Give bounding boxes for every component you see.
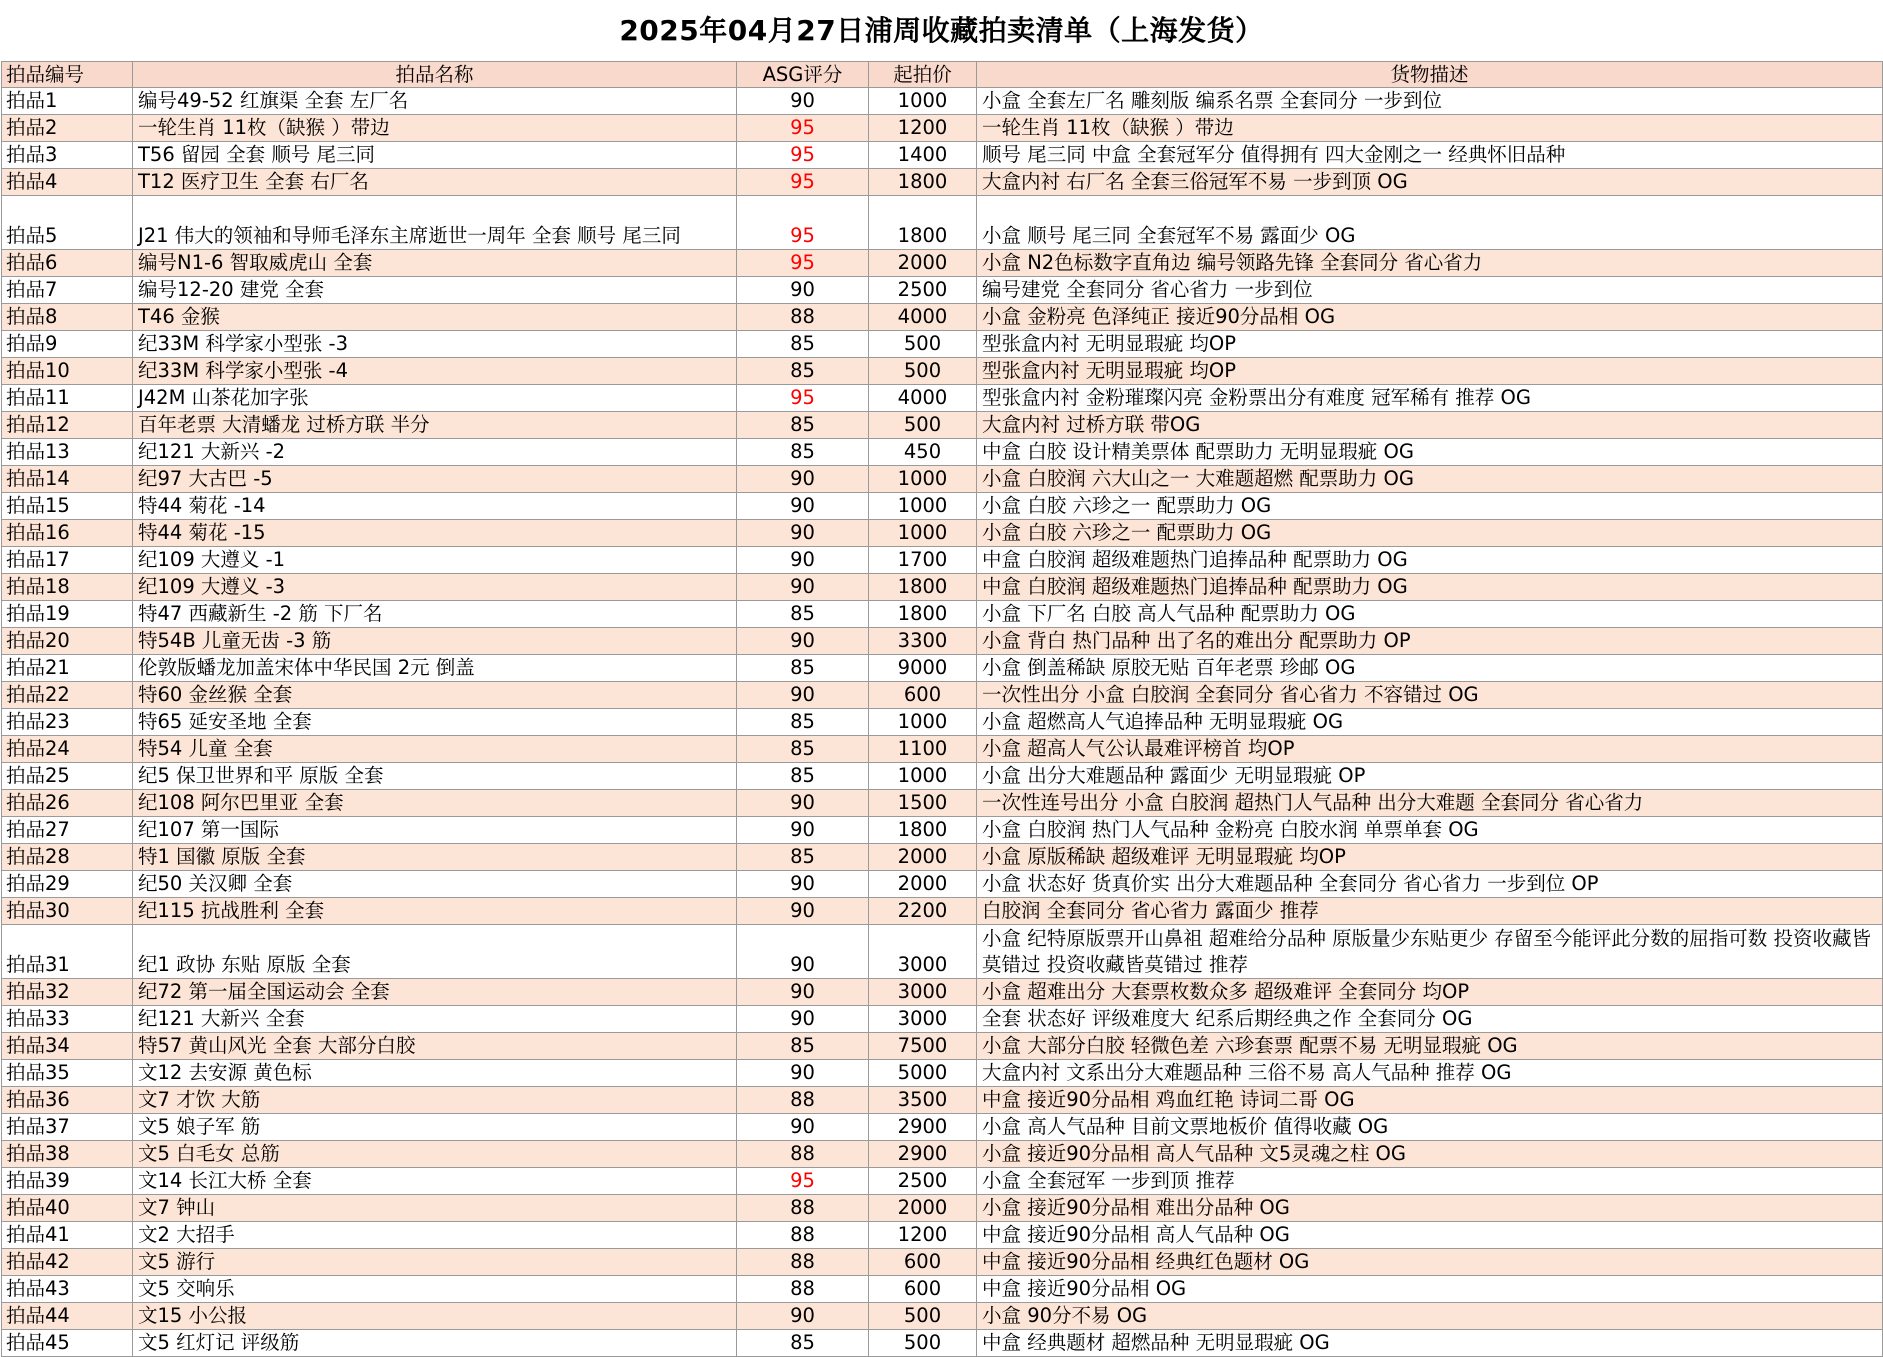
table-row [2, 1276, 1883, 1303]
asg-score-cell: 85 [737, 763, 869, 790]
lot-id-cell: 拍品29 [2, 871, 133, 898]
start-price-cell: 1000 [869, 763, 977, 790]
start-price-cell: 2000 [869, 1195, 977, 1222]
asg-score-cell: 90 [737, 574, 869, 601]
table-row [2, 88, 1883, 115]
asg-score-cell: 90 [737, 1060, 869, 1087]
lot-name-cell: 纪33M 科学家小型张 -3 [133, 331, 737, 358]
lot-id-cell: 拍品15 [2, 493, 133, 520]
description-cell: 小盒 大部分白胶 轻微色差 六珍套票 配票不易 无明显瑕疵 OG [977, 1033, 1883, 1060]
lot-name-cell: 特57 黄山风光 全套 大部分白胶 [133, 1033, 737, 1060]
description-cell: 中盒 白胶润 超级难题热门追捧品种 配票助力 OG [977, 547, 1883, 574]
start-price-cell: 450 [869, 439, 977, 466]
asg-score-cell: 88 [737, 304, 869, 331]
lot-id-cell: 拍品13 [2, 439, 133, 466]
lot-name-cell: 编号49-52 红旗渠 全套 左厂名 [133, 88, 737, 115]
lot-id-cell: 拍品34 [2, 1033, 133, 1060]
description-cell: 型张盒内衬 无明显瑕疵 均OP [977, 358, 1883, 385]
description-cell: 小盒 背白 热门品种 出了名的难出分 配票助力 OP [977, 628, 1883, 655]
description-cell: 小盒 原版稀缺 超级难评 无明显瑕疵 均OP [977, 844, 1883, 871]
start-price-cell: 2900 [869, 1114, 977, 1141]
description-cell: 顺号 尾三同 中盒 全套冠军分 值得拥有 四大金刚之一 经典怀旧品种 [977, 142, 1883, 169]
lot-name-cell: 纪97 大古巴 -5 [133, 466, 737, 493]
table-row [2, 817, 1883, 844]
description-cell: 小盒 90分不易 OG [977, 1303, 1883, 1330]
asg-score-cell: 85 [737, 736, 869, 763]
lot-name-cell: 纪121 大新兴 -2 [133, 439, 737, 466]
header-lot-name: 拍品名称 [133, 62, 737, 88]
table-row [2, 871, 1883, 898]
lot-name-cell: 文5 交响乐 [133, 1276, 737, 1303]
header-lot-id: 拍品编号 [2, 62, 133, 88]
lot-name-cell: T12 医疗卫生 全套 右厂名 [133, 169, 737, 196]
asg-score-cell: 88 [737, 1249, 869, 1276]
start-price-cell: 3300 [869, 628, 977, 655]
start-price-cell: 2000 [869, 250, 977, 277]
asg-score-cell: 90 [737, 1006, 869, 1033]
lot-id-cell: 拍品20 [2, 628, 133, 655]
table-row [2, 1087, 1883, 1114]
asg-score-cell: 88 [737, 1276, 869, 1303]
table-row [2, 331, 1883, 358]
lot-id-cell: 拍品28 [2, 844, 133, 871]
asg-score-cell: 90 [737, 871, 869, 898]
start-price-cell: 3000 [869, 925, 977, 979]
description-cell: 中盒 白胶 设计精美票体 配票助力 无明显瑕疵 OG [977, 439, 1883, 466]
table-row [2, 898, 1883, 925]
start-price-cell: 500 [869, 1330, 977, 1357]
lot-id-cell: 拍品8 [2, 304, 133, 331]
description-cell: 小盒 高人气品种 目前文票地板价 值得收藏 OG [977, 1114, 1883, 1141]
table-row [2, 1303, 1883, 1330]
start-price-cell: 2500 [869, 277, 977, 304]
asg-score-cell: 90 [737, 547, 869, 574]
description-cell: 型张盒内衬 金粉璀璨闪亮 金粉票出分有难度 冠军稀有 推荐 OG [977, 385, 1883, 412]
lot-id-cell: 拍品2 [2, 115, 133, 142]
table-row [2, 601, 1883, 628]
description-cell: 小盒 白胶润 热门人气品种 金粉亮 白胶水润 单票单套 OG [977, 817, 1883, 844]
asg-score-cell: 85 [737, 358, 869, 385]
lot-id-cell: 拍品4 [2, 169, 133, 196]
description-cell: 小盒 接近90分品相 难出分品种 OG [977, 1195, 1883, 1222]
description-cell: 小盒 全套左厂名 雕刻版 编系名票 全套同分 一步到位 [977, 88, 1883, 115]
asg-score-cell: 90 [737, 520, 869, 547]
description-cell: 全套 状态好 评级难度大 纪系后期经典之作 全套同分 OG [977, 1006, 1883, 1033]
lot-name-cell: 编号N1-6 智取威虎山 全套 [133, 250, 737, 277]
lot-name-cell: 文5 游行 [133, 1249, 737, 1276]
asg-score-cell: 95 [737, 196, 869, 250]
start-price-cell: 600 [869, 1276, 977, 1303]
start-price-cell: 9000 [869, 655, 977, 682]
start-price-cell: 2900 [869, 1141, 977, 1168]
lot-id-cell: 拍品32 [2, 979, 133, 1006]
lot-name-cell: 编号12-20 建党 全套 [133, 277, 737, 304]
start-price-cell: 2200 [869, 898, 977, 925]
lot-name-cell: 特65 延安圣地 全套 [133, 709, 737, 736]
description-cell: 大盒内衬 右厂名 全套三俗冠军不易 一步到顶 OG [977, 169, 1883, 196]
lot-name-cell: 文14 长江大桥 全套 [133, 1168, 737, 1195]
start-price-cell: 7500 [869, 1033, 977, 1060]
lot-name-cell: 纪108 阿尔巴里亚 全套 [133, 790, 737, 817]
start-price-cell: 1000 [869, 88, 977, 115]
start-price-cell: 1100 [869, 736, 977, 763]
table-row [2, 1006, 1883, 1033]
lot-name-cell: T56 留园 全套 顺号 尾三同 [133, 142, 737, 169]
lot-id-cell: 拍品24 [2, 736, 133, 763]
lot-id-cell: 拍品23 [2, 709, 133, 736]
asg-score-cell: 85 [737, 601, 869, 628]
description-cell: 小盒 超燃高人气追捧品种 无明显瑕疵 OG [977, 709, 1883, 736]
start-price-cell: 1000 [869, 466, 977, 493]
lot-name-cell: 纪121 大新兴 全套 [133, 1006, 737, 1033]
asg-score-cell: 90 [737, 277, 869, 304]
header-description: 货物描述 [977, 62, 1883, 88]
lot-id-cell: 拍品44 [2, 1303, 133, 1330]
table-row [2, 628, 1883, 655]
description-cell: 小盒 白胶 六珍之一 配票助力 OG [977, 493, 1883, 520]
asg-score-cell: 95 [737, 169, 869, 196]
asg-score-cell: 95 [737, 385, 869, 412]
start-price-cell: 1000 [869, 520, 977, 547]
lot-id-cell: 拍品26 [2, 790, 133, 817]
start-price-cell: 500 [869, 412, 977, 439]
description-cell: 小盒 全套冠军 一步到顶 推荐 [977, 1168, 1883, 1195]
lot-name-cell: 纪115 抗战胜利 全套 [133, 898, 737, 925]
description-cell: 小盒 超难出分 大套票枚数众多 超级难评 全套同分 均OP [977, 979, 1883, 1006]
start-price-cell: 600 [869, 682, 977, 709]
lot-id-cell: 拍品30 [2, 898, 133, 925]
start-price-cell: 2000 [869, 844, 977, 871]
table-row [2, 196, 1883, 250]
asg-score-cell: 90 [737, 1114, 869, 1141]
description-cell: 小盒 下厂名 白胶 高人气品种 配票助力 OG [977, 601, 1883, 628]
asg-score-cell: 90 [737, 493, 869, 520]
lot-id-cell: 拍品17 [2, 547, 133, 574]
lot-id-cell: 拍品42 [2, 1249, 133, 1276]
start-price-cell: 1800 [869, 196, 977, 250]
asg-score-cell: 85 [737, 709, 869, 736]
lot-name-cell: 纪5 保卫世界和平 原版 全套 [133, 763, 737, 790]
lot-name-cell: 一轮生肖 11枚（缺猴 ）带边 [133, 115, 737, 142]
lot-id-cell: 拍品27 [2, 817, 133, 844]
asg-score-cell: 88 [737, 1087, 869, 1114]
lot-id-cell: 拍品19 [2, 601, 133, 628]
asg-score-cell: 90 [737, 1303, 869, 1330]
description-cell: 大盒内衬 过桥方联 带OG [977, 412, 1883, 439]
table-row [2, 574, 1883, 601]
asg-score-cell: 85 [737, 844, 869, 871]
description-cell: 小盒 N2色标数字直角边 编号领路先锋 全套同分 省心省力 [977, 250, 1883, 277]
table-row [2, 790, 1883, 817]
table-row [2, 169, 1883, 196]
start-price-cell: 1200 [869, 115, 977, 142]
start-price-cell: 1000 [869, 709, 977, 736]
lot-id-cell: 拍品40 [2, 1195, 133, 1222]
start-price-cell: 1800 [869, 169, 977, 196]
table-row [2, 1141, 1883, 1168]
lot-id-cell: 拍品25 [2, 763, 133, 790]
description-cell: 小盒 金粉亮 色泽纯正 接近90分品相 OG [977, 304, 1883, 331]
lot-name-cell: 特47 西藏新生 -2 筋 下厂名 [133, 601, 737, 628]
lot-id-cell: 拍品35 [2, 1060, 133, 1087]
lot-id-cell: 拍品3 [2, 142, 133, 169]
lot-name-cell: 文5 白毛女 总筋 [133, 1141, 737, 1168]
lot-id-cell: 拍品21 [2, 655, 133, 682]
asg-score-cell: 90 [737, 466, 869, 493]
start-price-cell: 4000 [869, 385, 977, 412]
lot-name-cell: 纪109 大遵义 -1 [133, 547, 737, 574]
asg-score-cell: 95 [737, 250, 869, 277]
table-row [2, 1033, 1883, 1060]
lot-name-cell: 纪33M 科学家小型张 -4 [133, 358, 737, 385]
lot-name-cell: 文7 才饮 大筋 [133, 1087, 737, 1114]
start-price-cell: 1800 [869, 601, 977, 628]
lot-name-cell: 特54B 儿童无齿 -3 筋 [133, 628, 737, 655]
lot-id-cell: 拍品22 [2, 682, 133, 709]
description-cell: 中盒 白胶润 超级难题热门追捧品种 配票助力 OG [977, 574, 1883, 601]
start-price-cell: 1000 [869, 493, 977, 520]
description-cell: 一次性出分 小盒 白胶润 全套同分 省心省力 不容错过 OG [977, 682, 1883, 709]
table-row [2, 439, 1883, 466]
lot-name-cell: J42M 山茶花加字张 [133, 385, 737, 412]
table-header-row [2, 62, 1883, 88]
table-row [2, 466, 1883, 493]
table-row [2, 763, 1883, 790]
description-cell: 中盒 接近90分品相 高人气品种 OG [977, 1222, 1883, 1249]
lot-name-cell: 文2 大招手 [133, 1222, 737, 1249]
asg-score-cell: 85 [737, 1330, 869, 1357]
table-row [2, 736, 1883, 763]
asg-score-cell: 90 [737, 979, 869, 1006]
table-row [2, 493, 1883, 520]
table-row [2, 925, 1883, 979]
lot-name-cell: 纪107 第一国际 [133, 817, 737, 844]
start-price-cell: 500 [869, 1303, 977, 1330]
lot-name-cell: 纪72 第一届全国运动会 全套 [133, 979, 737, 1006]
description-cell: 白胶润 全套同分 省心省力 露面少 推荐 [977, 898, 1883, 925]
table-row [2, 682, 1883, 709]
lot-name-cell: 文5 娘子军 筋 [133, 1114, 737, 1141]
lot-id-cell: 拍品37 [2, 1114, 133, 1141]
asg-score-cell: 85 [737, 1033, 869, 1060]
lot-name-cell: 特60 金丝猴 全套 [133, 682, 737, 709]
start-price-cell: 2500 [869, 1168, 977, 1195]
lot-id-cell: 拍品10 [2, 358, 133, 385]
table-row [2, 1249, 1883, 1276]
table-row [2, 655, 1883, 682]
description-cell: 小盒 白胶润 六大山之一 大难题超燃 配票助力 OG [977, 466, 1883, 493]
table-row [2, 385, 1883, 412]
header-start-price: 起拍价 [869, 62, 977, 88]
lot-id-cell: 拍品43 [2, 1276, 133, 1303]
table-row [2, 1222, 1883, 1249]
start-price-cell: 1200 [869, 1222, 977, 1249]
table-row [2, 1330, 1883, 1357]
asg-score-cell: 95 [737, 142, 869, 169]
lot-id-cell: 拍品16 [2, 520, 133, 547]
description-cell: 小盒 超高人气公认最难评榜首 均OP [977, 736, 1883, 763]
table-row [2, 1114, 1883, 1141]
start-price-cell: 4000 [869, 304, 977, 331]
lot-id-cell: 拍品5 [2, 196, 133, 250]
start-price-cell: 1500 [869, 790, 977, 817]
asg-score-cell: 90 [737, 925, 869, 979]
asg-score-cell: 85 [737, 655, 869, 682]
auction-table [1, 61, 1883, 1357]
description-cell: 一轮生肖 11枚（缺猴 ）带边 [977, 115, 1883, 142]
lot-name-cell: 文12 去安源 黄色标 [133, 1060, 737, 1087]
table-row [2, 412, 1883, 439]
lot-name-cell: 纪109 大遵义 -3 [133, 574, 737, 601]
description-cell: 小盒 状态好 货真价实 出分大难题品种 全套同分 省心省力 一步到位 OP [977, 871, 1883, 898]
table-row [2, 277, 1883, 304]
lot-name-cell: 纪1 政协 东贴 原版 全套 [133, 925, 737, 979]
table-row [2, 979, 1883, 1006]
start-price-cell: 1400 [869, 142, 977, 169]
lot-id-cell: 拍品38 [2, 1141, 133, 1168]
description-cell: 小盒 倒盖稀缺 原胶无贴 百年老票 珍邮 OG [977, 655, 1883, 682]
lot-name-cell: 纪50 关汉卿 全套 [133, 871, 737, 898]
description-cell: 大盒内衬 文系出分大难题品种 三俗不易 高人气品种 推荐 OG [977, 1060, 1883, 1087]
asg-score-cell: 95 [737, 1168, 869, 1195]
start-price-cell: 1800 [869, 817, 977, 844]
lot-id-cell: 拍品31 [2, 925, 133, 979]
lot-id-cell: 拍品33 [2, 1006, 133, 1033]
start-price-cell: 5000 [869, 1060, 977, 1087]
table-row [2, 304, 1883, 331]
description-cell: 小盒 出分大难题品种 露面少 无明显瑕疵 OP [977, 763, 1883, 790]
table-row [2, 142, 1883, 169]
table-row [2, 1060, 1883, 1087]
asg-score-cell: 88 [737, 1141, 869, 1168]
lot-name-cell: 伦敦版蟠龙加盖宋体中华民国 2元 倒盖 [133, 655, 737, 682]
description-cell: 中盒 接近90分品相 OG [977, 1276, 1883, 1303]
description-cell: 中盒 经典题材 超燃品种 无明显瑕疵 OG [977, 1330, 1883, 1357]
lot-name-cell: 特44 菊花 -14 [133, 493, 737, 520]
asg-score-cell: 90 [737, 628, 869, 655]
table-row [2, 250, 1883, 277]
start-price-cell: 2000 [869, 871, 977, 898]
asg-score-cell: 90 [737, 790, 869, 817]
description-cell: 型张盒内衬 无明显瑕疵 均OP [977, 331, 1883, 358]
lot-name-cell: T46 金猴 [133, 304, 737, 331]
description-cell: 小盒 顺号 尾三同 全套冠军不易 露面少 OG [977, 196, 1883, 250]
start-price-cell: 500 [869, 331, 977, 358]
table-row [2, 844, 1883, 871]
lot-name-cell: 文7 钟山 [133, 1195, 737, 1222]
page-title: 2025年04月27日浦周收藏拍卖清单（上海发货） [619, 14, 1264, 47]
lot-id-cell: 拍品12 [2, 412, 133, 439]
asg-score-cell: 88 [737, 1222, 869, 1249]
start-price-cell: 3000 [869, 1006, 977, 1033]
asg-score-cell: 90 [737, 88, 869, 115]
lot-id-cell: 拍品11 [2, 385, 133, 412]
description-cell: 小盒 白胶 六珍之一 配票助力 OG [977, 520, 1883, 547]
start-price-cell: 3000 [869, 979, 977, 1006]
table-row [2, 520, 1883, 547]
start-price-cell: 600 [869, 1249, 977, 1276]
description-cell: 中盒 接近90分品相 经典红色题材 OG [977, 1249, 1883, 1276]
lot-id-cell: 拍品36 [2, 1087, 133, 1114]
start-price-cell: 1800 [869, 574, 977, 601]
description-cell: 小盒 纪特原版票开山鼻祖 超难给分品种 原版量少东贴更少 存留至今能评此分数的屈指可数 投资收藏皆莫错过 投资收藏皆莫错过 推荐 [977, 925, 1883, 979]
lot-name-cell: 特54 儿童 全套 [133, 736, 737, 763]
table-row [2, 1168, 1883, 1195]
table-row [2, 547, 1883, 574]
table-row [2, 115, 1883, 142]
lot-id-cell: 拍品6 [2, 250, 133, 277]
table-row [2, 1195, 1883, 1222]
asg-score-cell: 88 [737, 1195, 869, 1222]
lot-id-cell: 拍品9 [2, 331, 133, 358]
lot-id-cell: 拍品39 [2, 1168, 133, 1195]
description-cell: 编号建党 全套同分 省心省力 一步到位 [977, 277, 1883, 304]
asg-score-cell: 90 [737, 898, 869, 925]
lot-id-cell: 拍品18 [2, 574, 133, 601]
start-price-cell: 3500 [869, 1087, 977, 1114]
lot-name-cell: 特1 国徽 原版 全套 [133, 844, 737, 871]
header-asg-score: ASG评分 [737, 62, 869, 88]
asg-score-cell: 85 [737, 439, 869, 466]
table-row [2, 709, 1883, 736]
asg-score-cell: 95 [737, 115, 869, 142]
lot-id-cell: 拍品41 [2, 1222, 133, 1249]
description-cell: 一次性连号出分 小盒 白胶润 超热门人气品种 出分大难题 全套同分 省心省力 [977, 790, 1883, 817]
asg-score-cell: 85 [737, 412, 869, 439]
description-cell: 小盒 接近90分品相 高人气品种 文5灵魂之柱 OG [977, 1141, 1883, 1168]
start-price-cell: 1700 [869, 547, 977, 574]
table-body [2, 88, 1883, 1357]
lot-id-cell: 拍品7 [2, 277, 133, 304]
lot-name-cell: 特44 菊花 -15 [133, 520, 737, 547]
lot-id-cell: 拍品45 [2, 1330, 133, 1357]
start-price-cell: 500 [869, 358, 977, 385]
table-row [2, 358, 1883, 385]
lot-name-cell: 百年老票 大清蟠龙 过桥方联 半分 [133, 412, 737, 439]
lot-name-cell: 文5 红灯记 评级筋 [133, 1330, 737, 1357]
lot-id-cell: 拍品14 [2, 466, 133, 493]
asg-score-cell: 90 [737, 817, 869, 844]
asg-score-cell: 85 [737, 331, 869, 358]
lot-name-cell: 文15 小公报 [133, 1303, 737, 1330]
lot-id-cell: 拍品1 [2, 88, 133, 115]
description-cell: 中盒 接近90分品相 鸡血红艳 诗词二哥 OG [977, 1087, 1883, 1114]
asg-score-cell: 90 [737, 682, 869, 709]
lot-name-cell: J21 伟大的领袖和导师毛泽东主席逝世一周年 全套 顺号 尾三同 [133, 196, 737, 250]
